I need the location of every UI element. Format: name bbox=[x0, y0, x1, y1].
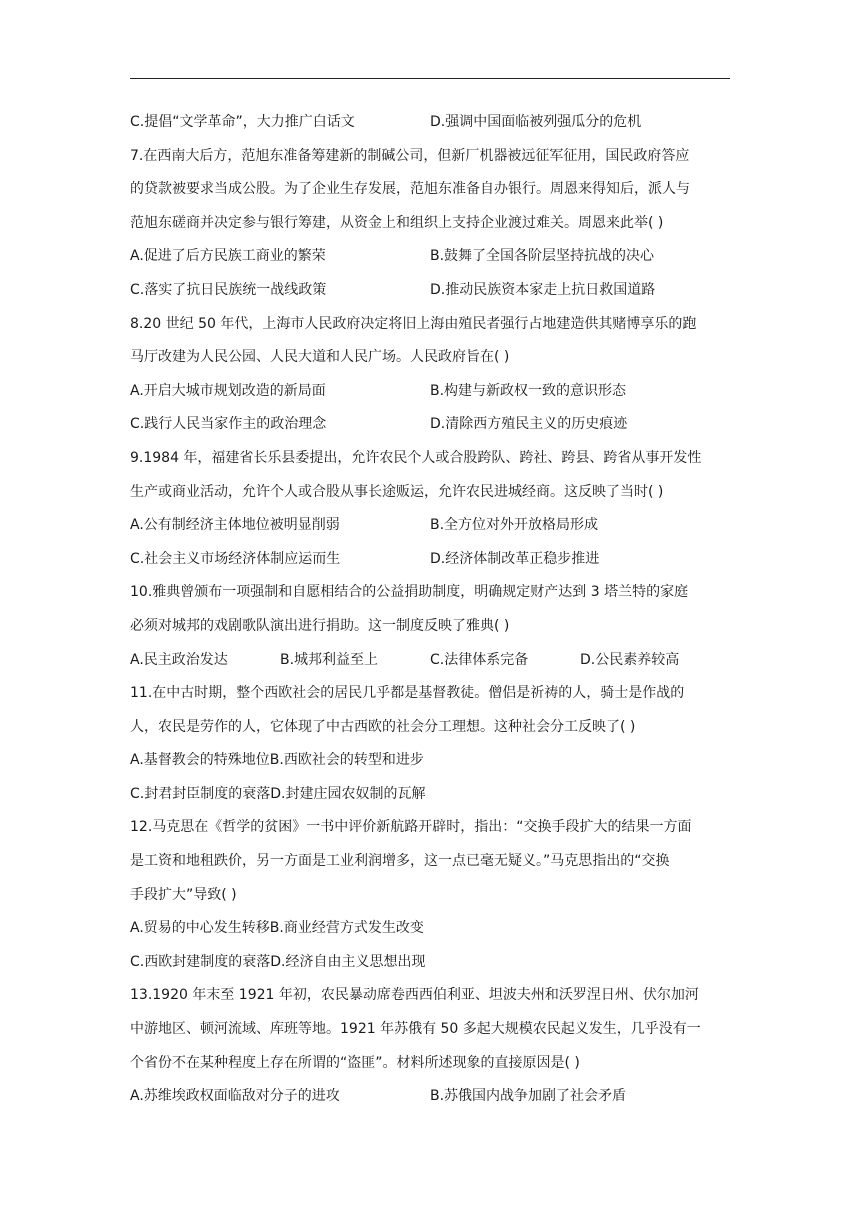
q9-stem-line: 生产或商业活动，允许个人或合股从事长途贩运，允许农民进城经商。这反映了当时( ) bbox=[130, 483, 664, 500]
q8-option-d: D.清除西方殖民主义的历史痕迹 bbox=[430, 416, 628, 433]
q7-options-ab bbox=[130, 240, 730, 274]
q12-options-cd: C.西欧封建制度的衰落D.经济自由主义思想出现 bbox=[130, 953, 426, 970]
q9-options-ab bbox=[130, 509, 730, 543]
q9-option-c: C.社会主义市场经济体制应运而生 bbox=[130, 550, 341, 567]
q11-stem-line: 11.在中古时期，整个西欧社会的居民几乎都是基督教徒。僧侣是祈祷的人，骑士是作战的 bbox=[130, 685, 685, 702]
q7-option-d: D.推动民族资本家走上抗日救国道路 bbox=[430, 281, 656, 298]
q8-options-ab bbox=[130, 375, 730, 409]
header-rule bbox=[130, 78, 730, 79]
q13-options-ab bbox=[130, 1080, 730, 1114]
q13-option-a: A.苏维埃政权面临敌对分子的进攻 bbox=[130, 1088, 340, 1105]
q12-stem-line: 是工资和地租跌价，另一方面是工业利润增多，这一点已毫无疑义。”马克思指出的“交换 bbox=[130, 853, 670, 870]
q10-stem-line: 10.雅典曾颁布一项强制和自愿相结合的公益捐助制度，明确规定财产达到 3 塔兰特的家庭 bbox=[130, 584, 689, 601]
q7-option-c: C.落实了抗日民族统一战线政策 bbox=[130, 281, 327, 298]
question-10 bbox=[130, 576, 730, 677]
q7-option-b: B.鼓舞了全国各阶层坚持抗战的决心 bbox=[430, 248, 655, 265]
q10-option-a: A.民主政治发达 bbox=[130, 651, 228, 668]
q7-options-cd bbox=[130, 274, 730, 308]
q10-stem-line: 必须对城邦的戏剧歌队演出进行捐助。这一制度反映了雅典( ) bbox=[130, 617, 510, 634]
q6-options-cd bbox=[130, 106, 730, 140]
q6-option-c: C.提倡“文学革命”，大力推广白话文 bbox=[130, 114, 355, 130]
q6-option-d: D.强调中国面临被列强瓜分的危机 bbox=[430, 114, 642, 130]
question-13 bbox=[130, 979, 730, 1113]
q7-stem-line: 的贷款被要求当成公股。为了企业生存发展，范旭东准备自办银行。周恩来得知后，派人与 bbox=[130, 181, 690, 198]
q12-stem-line: 12.马克思在《哲学的贫困》一书中评价新航路开辟时，指出：“交换手段扩大的结果一方面 bbox=[130, 819, 692, 836]
question-8 bbox=[130, 308, 730, 442]
q8-options-cd bbox=[130, 408, 730, 442]
q9-option-a: A.公有制经济主体地位被明显削弱 bbox=[130, 517, 340, 534]
q7-option-a: A.促进了后方民族工商业的繁荣 bbox=[130, 248, 326, 265]
q12-options-ab: A.贸易的中心发生转移B.商业经营方式发生改变 bbox=[130, 920, 424, 937]
q8-stem-line: 马厅改建为人民公园、人民大道和人民广场。人民政府旨在( ) bbox=[130, 349, 510, 366]
q8-stem-line: 8.20 世纪 50 年代，上海市人民政府决定将旧上海由殖民者强行占地建造供其赌博享乐的跑 bbox=[130, 315, 697, 332]
q10-option-b: B.城邦利益至上 bbox=[280, 651, 379, 668]
q9-options-cd bbox=[130, 543, 730, 577]
question-11 bbox=[130, 677, 730, 811]
q11-options-cd: C.封君封臣制度的衰落D.封建庄园农奴制的瓦解 bbox=[130, 785, 426, 802]
q13-stem-line: 中游地区、顿河流域、库班等地。1921 年苏俄有 50 多起大规模农民起义发生，几乎没有一 bbox=[130, 1021, 701, 1038]
question-7 bbox=[130, 140, 730, 308]
q7-stem-line: 范旭东磋商并决定参与银行筹建，从资金上和组织上支持企业渡过难关。周恩来此举( ) bbox=[130, 214, 664, 231]
q10-option-c: C.法律体系完备 bbox=[430, 651, 529, 668]
q9-option-d: D.经济体制改革正稳步推进 bbox=[430, 550, 600, 567]
q8-option-c: C.践行人民当家作主的政治理念 bbox=[130, 416, 327, 433]
q13-stem-line: 13.1920 年末至 1921 年初，农民暴动席卷西西伯利亚、坦波夫州和沃罗涅日州、伏尔加河 bbox=[130, 987, 699, 1004]
q12-stem-line: 手段扩大”导致( ) bbox=[130, 886, 237, 903]
q9-stem-line: 9.1984 年，福建省长乐县委提出，允许农民个人或合股跨队、跨社、跨县、跨省从事开发性 bbox=[130, 449, 702, 466]
question-9 bbox=[130, 442, 730, 576]
q8-option-a: A.开启大城市规划改造的新局面 bbox=[130, 382, 326, 399]
q13-option-b: B.苏俄国内战争加剧了社会矛盾 bbox=[430, 1088, 627, 1105]
q9-option-b: B.全方位对外开放格局形成 bbox=[430, 517, 599, 534]
q11-stem-line: 人，农民是劳作的人，它体现了中古西欧的社会分工理想。这种社会分工反映了( ) bbox=[130, 718, 636, 735]
q10-option-d: D.公民素养较高 bbox=[580, 651, 680, 668]
question-12 bbox=[130, 811, 730, 979]
q13-stem-line: 个省份不在某种程度上存在所谓的“盗匪”。材料所述现象的直接原因是( ) bbox=[130, 1054, 580, 1071]
exam-page-content bbox=[130, 106, 730, 1114]
q7-stem-line: 7.在西南大后方，范旭东准备筹建新的制碱公司，但新厂机器被远征军征用，国民政府答应 bbox=[130, 147, 690, 164]
q8-option-b: B.构建与新政权一致的意识形态 bbox=[430, 382, 627, 399]
q11-options-ab: A.基督教会的特殊地位B.西欧社会的转型和进步 bbox=[130, 752, 424, 769]
q10-options bbox=[130, 644, 730, 678]
